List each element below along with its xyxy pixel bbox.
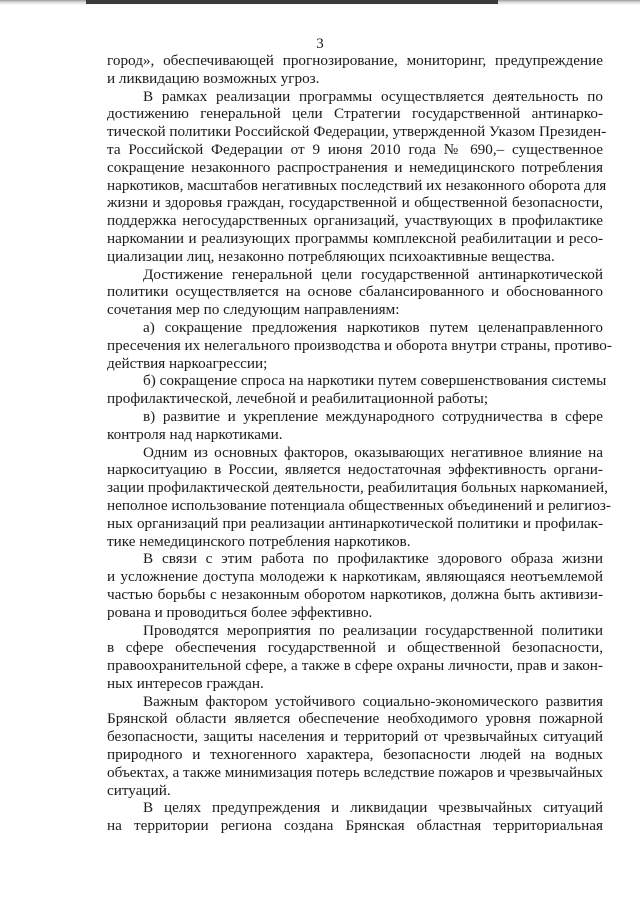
text-line: В целях предупреждения и ликвидации чрезвычайных ситуаций xyxy=(143,799,603,817)
text-line: профилактической, лечебной и реабилитационной работы; xyxy=(107,390,489,408)
paragraph xyxy=(107,443,611,551)
document-body xyxy=(107,52,612,835)
text-line: тической политики Российской Федерации, утвержденной Указом Президен- xyxy=(107,123,607,141)
text-line: наркотиков, масштабов негативных последствий их незаконного оборота для xyxy=(107,176,607,194)
paragraph xyxy=(107,799,603,835)
text-line: объектах, а также минимизация потерь вследствие пожаров и чрезвычайных xyxy=(107,763,604,781)
paragraph xyxy=(107,52,603,88)
text-line: сокращение незаконного распространения и немедицинского потребления xyxy=(107,158,603,176)
text-line: Брянской области является обеспечение необходимого уровня пожарной xyxy=(107,710,603,728)
scan-edge-mark xyxy=(86,0,498,4)
page-number: 3 xyxy=(316,36,324,52)
text-line: жизни и здоровья граждан, государственной и общественной безопасности, xyxy=(107,194,603,212)
text-line: ных интересов граждан. xyxy=(107,674,264,692)
text-line: частью борьбы с незаконным оборотом наркотиков, должна быть активизи- xyxy=(107,585,603,603)
text-line: та Российской Федерации от 9 июня 2010 года № 690,– существенное xyxy=(107,140,603,158)
text-line: достижению генеральной цели Стратегии государственной антинарко- xyxy=(107,105,603,123)
text-line: Проводятся мероприятия по реализации государственной политики xyxy=(143,621,603,639)
text-line: Одним из основных факторов, оказывающих негативное влияние на xyxy=(143,443,603,461)
text-line: безопасности, защиты населения и территорий от чрезвычайных ситуаций xyxy=(107,728,603,746)
text-line: б) сокращение спроса на наркотики путем совершенствования системы xyxy=(143,372,607,390)
text-line: поддержка негосударственных организаций, участвующих в профилактике xyxy=(107,212,603,230)
text-line: наркомании и реализующих программы комплексной реабилитации и ресо- xyxy=(107,229,603,247)
text-line: и усложнение доступа молодежи к наркотикам, являющаяся неотъемлемой xyxy=(107,568,603,586)
text-line: сочетания мер по следующим направлениям: xyxy=(107,301,400,319)
text-line: зации профилактической деятельности, реабилитация больных наркоманией, xyxy=(107,479,608,497)
text-line: наркоситуацию в России, является недостаточная эффективность органи- xyxy=(107,461,603,479)
text-line: ситуаций. xyxy=(107,781,171,799)
paragraph xyxy=(107,622,603,693)
text-line: ных организаций при реализации антинаркотической политики и профилак- xyxy=(107,514,603,532)
text-line: город», обеспечивающей прогнозирование, мониторинг, предупреждение xyxy=(107,52,603,69)
paragraph xyxy=(107,318,612,372)
text-line: действия наркоагрессии; xyxy=(107,354,268,372)
paragraph xyxy=(107,266,603,319)
text-line: пресечения их нелегального производства и оборота внутри страны, противо- xyxy=(107,336,612,354)
text-line: на территории региона создана Брянская областная территориальная xyxy=(107,817,603,835)
paragraph xyxy=(107,372,607,408)
text-line: контроля над наркотиками. xyxy=(107,425,283,443)
text-line: В рамках реализации программы осуществляется деятельность по xyxy=(143,87,603,105)
paragraph xyxy=(107,550,603,621)
paragraph xyxy=(107,693,603,800)
text-line: циализации лиц, незаконно потребляющих психоактивные вещества. xyxy=(107,247,555,265)
text-line: политики осуществляется на основе сбалансированного и обоснованного xyxy=(107,283,603,301)
text-line: а) сокращение предложения наркотиков путем целенаправленного xyxy=(143,318,603,336)
text-line: неполное использование потенциала общественных объединений и религиоз- xyxy=(107,496,611,514)
text-line: в) развитие и укрепление международного сотрудничества в сфере xyxy=(143,407,603,425)
text-line: В связи с этим работа по профилактике здорового образа жизни xyxy=(143,550,603,568)
text-line: Важным фактором устойчивого социально-экономического развития xyxy=(143,692,603,710)
text-line: природного и техногенного характера, безопасности людей на водных xyxy=(107,746,603,764)
text-line: и ликвидацию возможных угроз. xyxy=(107,69,320,87)
paragraph xyxy=(107,87,607,266)
text-line: тике немедицинского потребления наркотиков. xyxy=(107,532,411,550)
text-line: в сфере обеспечения государственной и общественной безопасности, xyxy=(107,639,603,657)
text-line: рована и проводиться более эффективно. xyxy=(107,603,373,621)
text-line: Достижение генеральной цели государственной антинаркотической xyxy=(143,265,603,283)
paragraph xyxy=(107,408,603,444)
text-line: правоохранительной сфере, а также в сфере охраны личности, прав и закон- xyxy=(107,657,603,675)
